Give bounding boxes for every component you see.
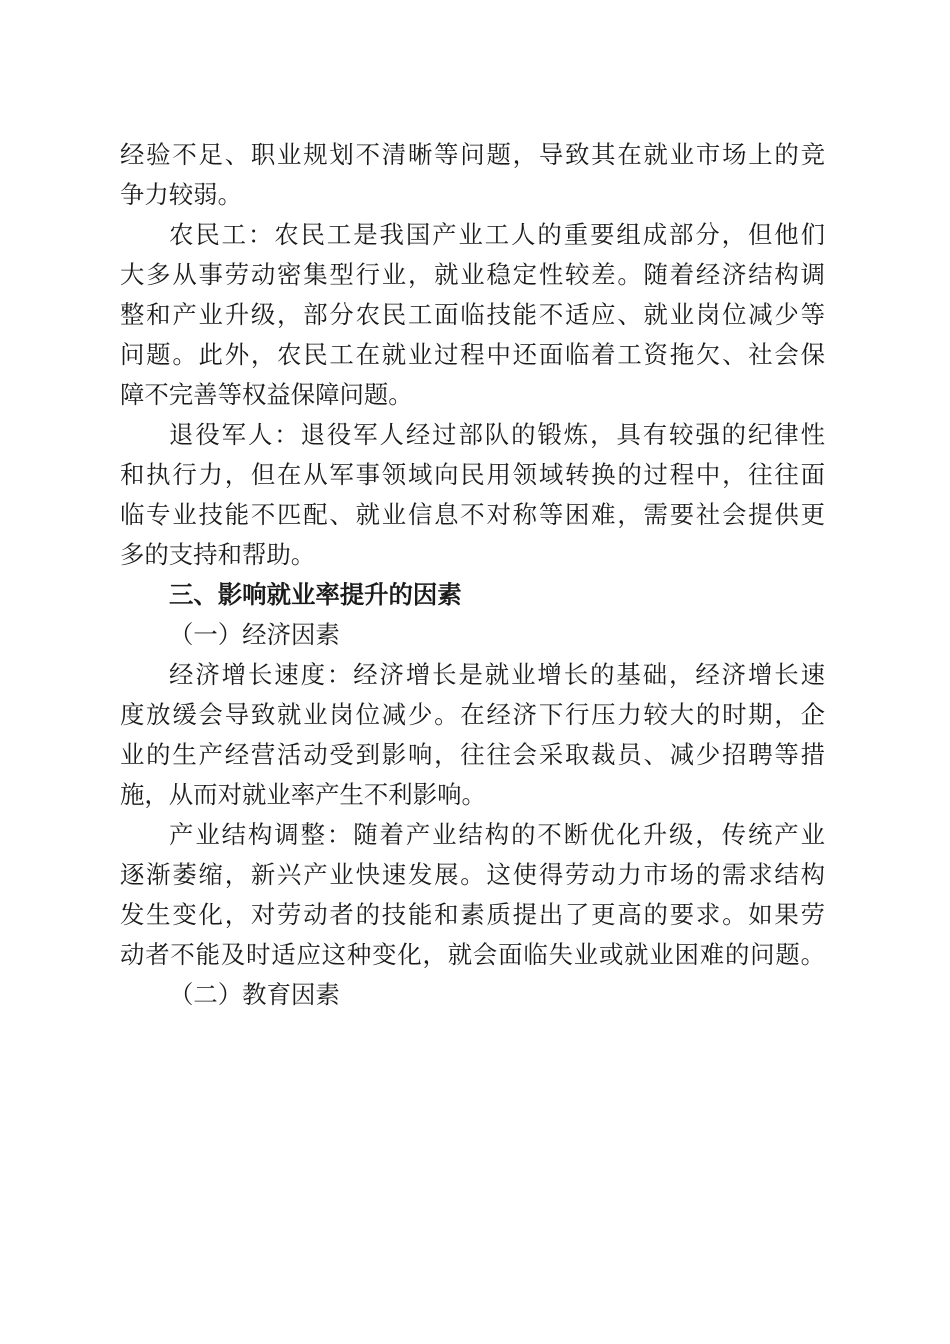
text-line: 农民工：农民工是我国产业工人的重要组成部分，但他们	[169, 220, 825, 249]
subheading-economic-factors: （一）经济因素	[169, 620, 340, 649]
text-line: 度放缓会导致就业岗位减少。在经济下行压力较大的时期，企	[120, 700, 825, 729]
paragraph-veterans	[120, 420, 825, 570]
text-line: 经验不足、职业规划不清晰等问题，导致其在就业市场上的竞	[120, 140, 825, 169]
paragraph-industrial-structure	[120, 820, 825, 970]
text-line: 发生变化，对劳动者的技能和素质提出了更高的要求。如果劳	[120, 900, 825, 929]
text-line: 和执行力，但在从军事领域向民用领域转换的过程中，往往面	[120, 460, 825, 489]
section-heading: 三、影响就业率提升的因素	[169, 580, 462, 609]
text-line: 整和产业升级，部分农民工面临技能不适应、就业岗位减少等	[120, 300, 825, 329]
text-line: 动者不能及时适应这种变化，就会面临失业或就业困难的问题。	[120, 940, 825, 969]
text-line: 多的支持和帮助。	[120, 540, 316, 569]
paragraph-economic-growth	[120, 660, 825, 810]
text-line: 产业结构调整：随着产业结构的不断优化升级，传统产业	[169, 820, 825, 849]
text-line: 经济增长速度：经济增长是就业增长的基础，经济增长速	[169, 660, 825, 689]
text-line: 问题。此外，农民工在就业过程中还面临着工资拖欠、社会保	[120, 340, 825, 369]
paragraph-career-planning	[120, 140, 825, 210]
text-line: 障不完善等权益保障问题。	[120, 380, 413, 409]
paragraph-migrant-workers	[120, 220, 825, 410]
subheading-education-factors: （二）教育因素	[169, 980, 340, 1009]
text-line: 争力较弱。	[120, 180, 242, 209]
text-line: 大多从事劳动密集型行业，就业稳定性较差。随着经济结构调	[120, 260, 825, 289]
text-line: 退役军人：退役军人经过部队的锻炼，具有较强的纪律性	[169, 420, 825, 449]
text-line: 逐渐萎缩，新兴产业快速发展。这使得劳动力市场的需求结构	[120, 860, 825, 889]
text-line: 施，从而对就业率产生不利影响。	[120, 780, 486, 809]
text-line: 临专业技能不匹配、就业信息不对称等困难，需要社会提供更	[120, 500, 825, 529]
text-line: 业的生产经营活动受到影响，往往会采取裁员、减少招聘等措	[120, 740, 825, 769]
document-page	[120, 140, 825, 1010]
